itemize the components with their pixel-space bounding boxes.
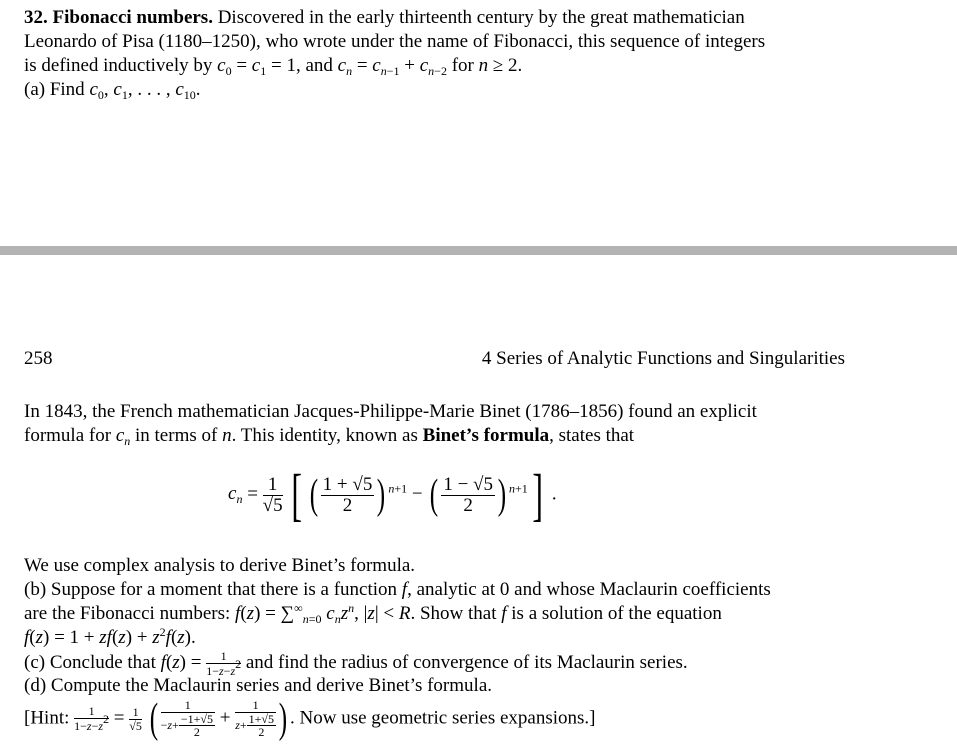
hint: [Hint: $\frac{1}{1-z-z^2}$ = $\frac{1}{√5}$ ( 1 −z+ $\frac{-1+√5}{2}$ + 1 z+ $\frac{1+√5}{2}$ ) . Now use geometric series expansions.] <box>24 696 596 742</box>
use-line: We use complex analysis to derive Binet’s formula. <box>24 555 416 576</box>
binet-formula-name: Binet’s formula <box>422 425 550 446</box>
intro-text <box>24 400 846 448</box>
exercise-title: 32. Fibonacci numbers. <box>24 7 213 28</box>
exercise-32 <box>24 6 846 102</box>
part-b-line-1: (b) Suppose for a moment that there is a function f, analytic at 0 and whose Maclaurin coefficients <box>24 579 771 600</box>
part-b-line-2: are the Fibonacci numbers: $f(z) = \sum^\infty_{n=0}$ $c_nz^n$, |z| < R. Show that f is a solution of the equation <box>24 601 722 626</box>
page-divider <box>0 246 957 255</box>
binet-formula: $c_n$ = $\frac{1}{√5}$ [ ( $\frac{1 + √5}{2}$ ) $^{n+1}$ − ( $\frac{1 - √5}{2}$ ) $^{n+1}$] . <box>228 462 557 527</box>
intro-line-1: In 1843, the French mathematician Jacques-Philippe-Marie Binet (1786–1856) found an explicit <box>24 401 757 422</box>
part-b-equation: $f(z) = 1 + zf(z) + z^2f(z)$. <box>24 625 196 648</box>
part-c: (c) Conclude that f(z) = $\frac{1}{1-z-z^2}$ and find the radius of convergence of its Maclaurin series. <box>24 649 688 678</box>
exercise-line-3: is defined inductively by $c_0 = c_1 = 1$, and $c_n = c_{n-1} + c_{n-2}$ for n ≥ 2. <box>24 55 523 78</box>
part-d: (d) Compute the Maclaurin series and derive Binet’s formula. <box>24 675 493 696</box>
exercise-line-2: Leonardo of Pisa (1180–1250), who wrote under the name of Fibonacci, this sequence of integers <box>24 31 766 52</box>
intro-line-2: formula for $c_n$ in terms of n. This identity, known as Binet’s formula, states that <box>24 425 635 448</box>
chapter-title: 4 Series of Analytic Functions and Singularities <box>481 348 845 369</box>
part-a: (a) Find $c_0$, $c_1$, . . . , $c_{10}$. <box>24 79 201 102</box>
exercise-line-1: 32. Fibonacci numbers. Discovered in the early thirteenth century by the great mathematician <box>24 7 745 28</box>
exercise-parts <box>24 554 846 742</box>
page-number: 258 <box>24 348 53 369</box>
